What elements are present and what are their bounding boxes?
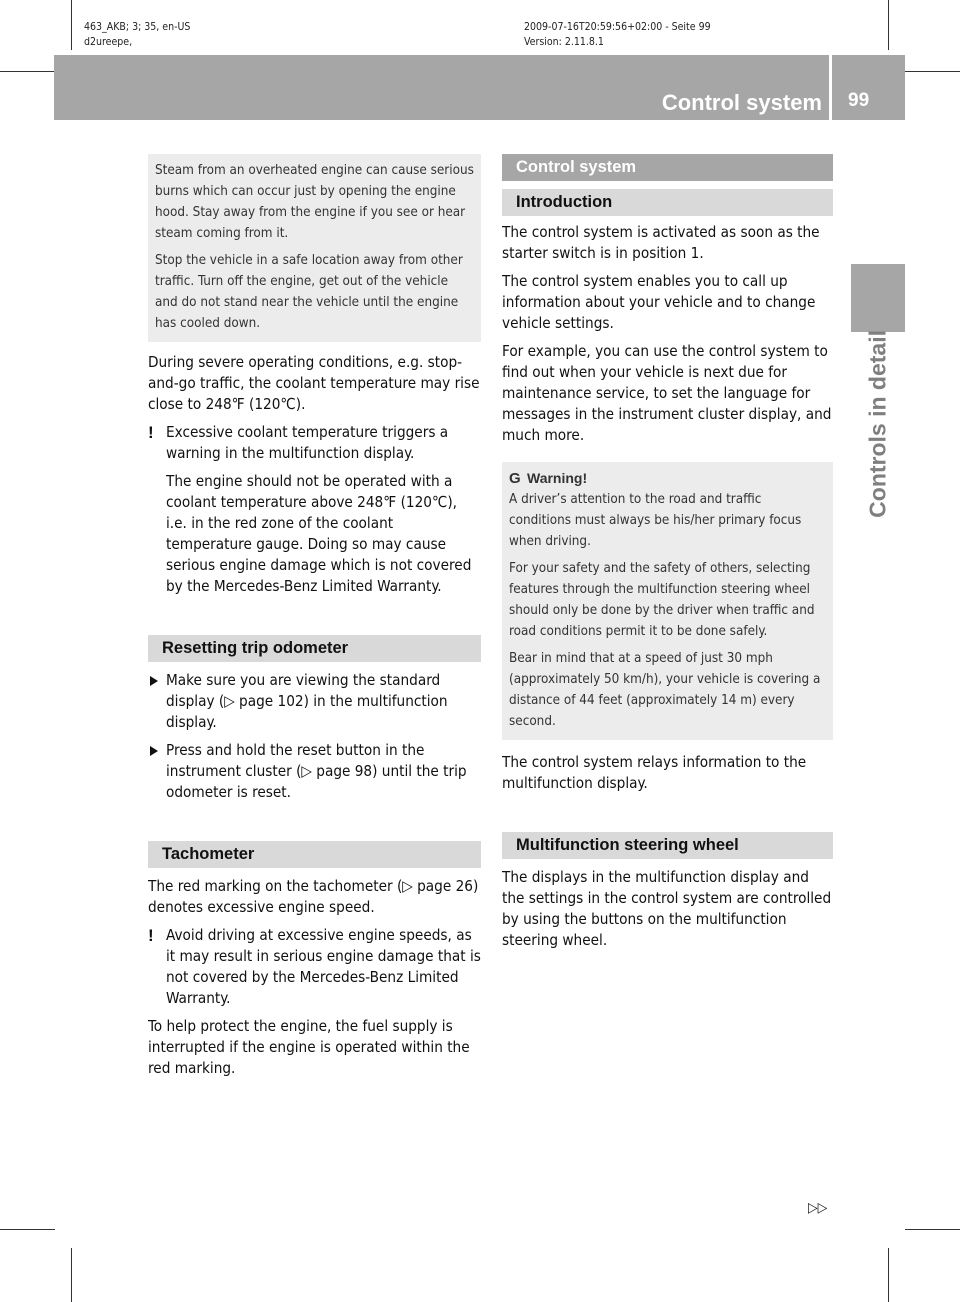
meta-line: 2009-07-16T20:59:56+02:00 - Seite 99	[524, 21, 711, 33]
box-paragraph: Steam from an overheated engine can cause serious burns which can occur just by opening the engine hood. Stay away from the engine if you see or hear steam coming from it.	[155, 163, 474, 241]
warning-triangle-icon: G	[509, 470, 521, 487]
crop-mark	[905, 1229, 960, 1230]
section-heading: Introduction	[502, 189, 833, 216]
crop-mark	[71, 1248, 72, 1302]
crop-mark	[905, 71, 960, 72]
paragraph: The control system enables you to call up information about your vehicle and to change vehicle settings.	[502, 272, 816, 332]
chapter-heading: Control system	[502, 154, 833, 181]
section-heading: Tachometer	[148, 841, 481, 868]
page-title: Control system	[661, 90, 822, 115]
warning-box	[502, 462, 833, 740]
paragraph: For example, you can use the control system to find out when your vehicle is next due for maintenance service, to set the language for messages in the instrument cluster display, and much more.	[502, 342, 832, 444]
crop-mark	[0, 1229, 55, 1230]
box-paragraph: Bear in mind that at a speed of just 30 mph (approximately 50 km/h), your vehicle is covering a distance of 44 feet (approximately 14 m) every second.	[509, 651, 821, 729]
print-meta-left	[84, 20, 190, 50]
note-text: Excessive coolant temperature triggers a warning in the multifunction display.	[166, 423, 449, 462]
paragraph: During severe operating conditions, e.g. stop-and-go traffic, the coolant temperature may rise close to 248℉ (120℃).	[148, 353, 480, 413]
step-text: Make sure you are viewing the standard display (▷ page 102) in the multifunction display.	[166, 671, 448, 731]
note-text: The engine should not be operated with a coolant temperature above 248℉ (120℃), i.e. in the red zone of the coolant temperature gauge. Doing so may cause serious engine damage which is not covered by the Mercedes-Benz Limited Warranty.	[166, 472, 472, 595]
page-number: 99	[848, 90, 870, 111]
meta-line: d2ureepe,	[84, 36, 133, 48]
meta-line: 463_AKB; 3; 35, en-US	[84, 21, 191, 33]
side-tab	[852, 330, 904, 790]
note-text: Avoid driving at excessive engine speeds, as it may result in serious engine damage that is not covered by the Mercedes-Benz Limited Warranty.	[166, 926, 481, 1007]
meta-line: Version: 2.11.8.1	[524, 36, 604, 48]
warning-heading	[509, 468, 826, 489]
paragraph: The displays in the multifunction display and the settings in the control system are controlled by using the buttons on the multifunction steering wheel.	[502, 868, 832, 949]
note-mark: !	[148, 926, 154, 945]
side-tab-label: Controls in detail	[864, 330, 891, 518]
section-heading: Resetting trip odometer	[148, 635, 481, 662]
warning-title: Warning!	[527, 470, 588, 486]
continued-arrow-icon: ▷▷	[808, 1200, 828, 1216]
box-paragraph: A driver’s attention to the road and traffic conditions must always be his/her primary focus when driving.	[509, 492, 802, 549]
side-tab-block	[851, 264, 905, 332]
print-meta-right	[524, 20, 711, 50]
crop-mark	[888, 0, 889, 50]
paragraph: The control system relays information to the multifunction display.	[502, 753, 807, 792]
step-arrow-icon	[150, 746, 158, 756]
paragraph: The red marking on the tachometer (▷ page 26) denotes excessive engine speed.	[148, 877, 479, 916]
paragraph: To help protect the engine, the fuel supply is interrupted if the engine is operated within the red marking.	[148, 1017, 470, 1077]
box-paragraph: For your safety and the safety of others, selecting features through the multifunction steering wheel should only be done by the driver when traffic and road conditions permit it to be done safely.	[509, 561, 815, 639]
box-paragraph: Stop the vehicle in a safe location away from other traffic. Turn off the engine, get out of the vehicle and do not stand near the vehicle until the engine has cooled down.	[155, 253, 463, 331]
note-mark: !	[148, 423, 154, 442]
section-heading: Multifunction steering wheel	[502, 832, 833, 859]
note	[148, 925, 481, 1009]
header-divider	[829, 55, 832, 120]
step	[148, 670, 481, 733]
warning-box	[148, 154, 481, 342]
step	[148, 740, 481, 803]
paragraph: The control system is activated as soon as the starter switch is in position 1.	[502, 223, 820, 262]
note	[148, 422, 481, 597]
crop-mark	[71, 0, 72, 50]
left-column	[148, 154, 481, 1086]
step-text: Press and hold the reset button in the instrument cluster (▷ page 98) until the trip odometer is reset.	[166, 741, 467, 801]
crop-mark	[888, 1248, 889, 1302]
crop-mark	[0, 71, 55, 72]
step-arrow-icon	[150, 676, 158, 686]
right-column	[502, 154, 833, 958]
